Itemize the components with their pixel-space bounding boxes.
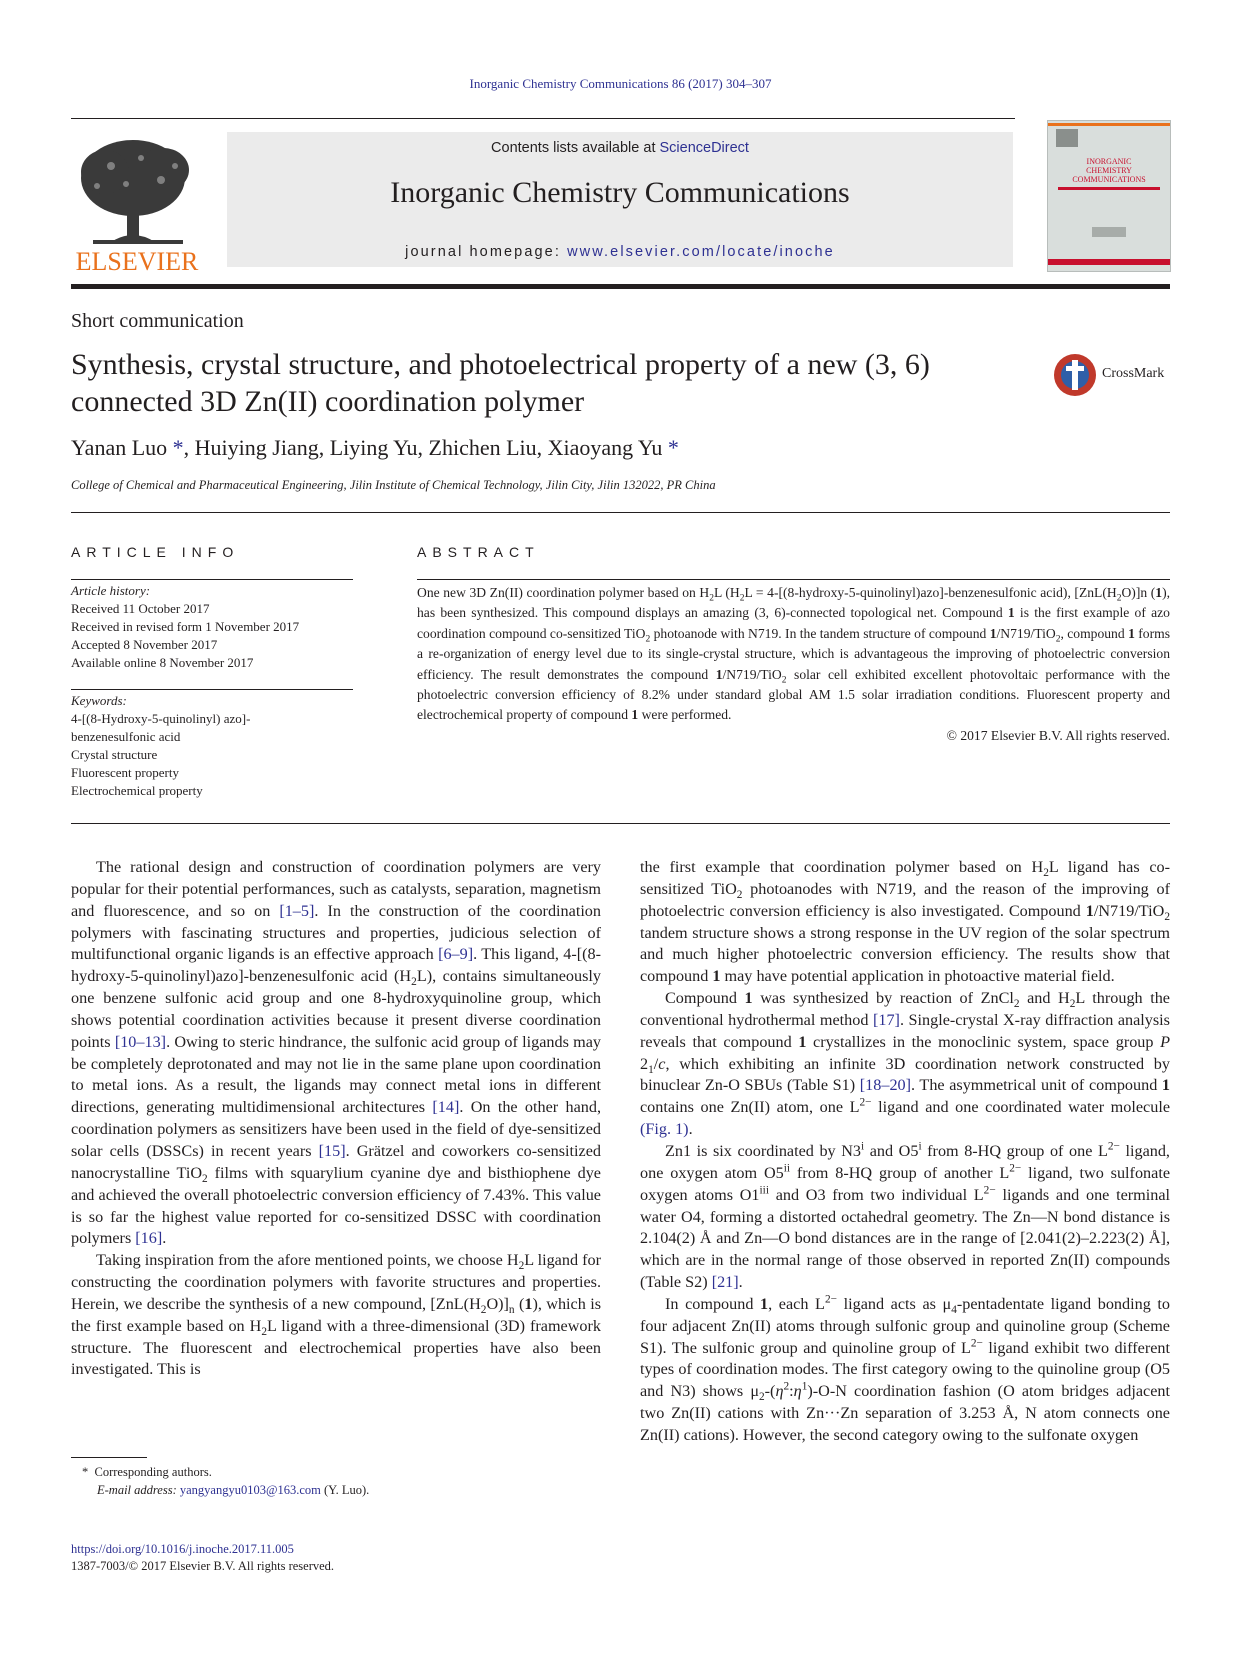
article-section-type: Short communication xyxy=(71,310,244,332)
author-name[interactable]: Liying Yu xyxy=(329,435,418,460)
abstract-heading: ABSTRACT xyxy=(417,544,540,560)
citation-link[interactable]: [10–13] xyxy=(114,1032,167,1051)
citation-link[interactable]: [1–5] xyxy=(279,901,315,920)
keywords-rule xyxy=(71,689,353,690)
citation-link[interactable]: [15] xyxy=(318,1141,346,1160)
author-name[interactable]: Xiaoyang Yu xyxy=(547,435,663,460)
journal-cover-thumbnail[interactable]: INORGANIC CHEMISTRY COMMUNICATIONS xyxy=(1047,120,1171,272)
abstract-rule xyxy=(417,579,1170,580)
journal-title: Inorganic Chemistry Communications xyxy=(390,176,850,209)
author-star-link[interactable]: * xyxy=(172,435,184,460)
doi-link[interactable]: https://doi.org/10.1016/j.inoche.2017.11.005 xyxy=(71,1542,294,1556)
svg-text:ELSEVIER: ELSEVIER xyxy=(75,247,199,274)
abstract-bottom-rule xyxy=(71,823,1170,824)
article-title: Synthesis, crystal structure, and photoelectrical property of a new (3, 6) connected 3D Zn(II) coordination polymer xyxy=(71,348,930,418)
citation-link[interactable]: [16] xyxy=(135,1229,163,1248)
issn-line: 1387-7003/© 2017 Elsevier B.V. All rights reserved. xyxy=(71,1559,335,1573)
elsevier-tree-icon xyxy=(71,136,203,274)
keywords-list: Keywords: 4-[(8-Hydroxy-5-quinolinyl) azo]- benzenesulfonic acid Crystal structure Fluorescent property Electrochemical property xyxy=(71,693,251,798)
email-link[interactable]: yangyangyu0103@163.com xyxy=(179,1483,321,1497)
figure-link[interactable]: (Fig. 1) xyxy=(640,1120,689,1139)
footnote-rule xyxy=(71,1457,147,1458)
citation-link[interactable]: [21] xyxy=(711,1273,739,1292)
contents-line: Contents lists available at ScienceDirect xyxy=(491,140,749,156)
citation-link[interactable]: [6–9] xyxy=(438,945,474,964)
doi-block xyxy=(71,1541,334,1575)
homepage-link[interactable]: www.elsevier.com/locate/inoche xyxy=(567,244,835,260)
crossmark-icon xyxy=(1052,352,1098,398)
author-affiliation: College of Chemical and Pharmaceutical Engineering, Jilin Institute of Chemical Technology, Jilin City, Jilin 132022, PR China xyxy=(71,478,716,492)
affiliation-rule xyxy=(71,512,1170,513)
body-paragraph: In compound 1, each $L^{2-}$ ligand acts as $\mu_4$-pentadentate ligand bonding to four adjacent Zn(II) atoms through sulfonic group and quinoline group (Scheme S1). The sulfonic group and quinoline group of $L^{2-}$ ligand exhibit two different types of coordination modes. The first category owing to the quinoline group (O5 and N3) shows $\mu_2-(\eta^2:\eta^1)-O-N$ coordination fashion (O atom bridges adjacent two Zn(II) cations with Zn···Zn separation of 3.253 Å, N atom connects one Zn(II) cations). However, the second category owing to the sulfonate oxygen xyxy=(640,1293,1170,1444)
author-name[interactable]: Huiying Jiang xyxy=(194,435,319,460)
journal-info-box xyxy=(227,132,1013,267)
author-name[interactable]: Zhichen Liu xyxy=(428,435,537,460)
article-info-heading: ARTICLE INFO xyxy=(71,544,240,560)
body-paragraph: Taking inspiration from the afore mentioned points, we choose $H_2L$ ligand for constructing the coordination polymers with favorite structures and properties. Herein, we describe the synthesis of a new compound, $[ZnL(H_2O)]_n$ (1), which is the first example based on $H_2L$ ligand with a three-dimensional (3D) framework structure. The fluorescent and electrochemical properties have also been investigated. This is xyxy=(71,1251,602,1379)
body-column-left xyxy=(71,857,601,1381)
citation-link[interactable]: [17] xyxy=(872,1010,900,1029)
journal-banner xyxy=(71,124,1170,274)
header-thick-rule xyxy=(71,284,1170,289)
author-list: Yanan Luo *, Huiying Jiang, Liying Yu, Zhichen Liu, Xiaoyang Yu * xyxy=(71,435,679,460)
body-paragraph: the first example that coordination polymer based on $H_2L$ ligand has co-sensitized TiO$_2$ photoanodes with N719, and the reason of the improving of photoelectric conversion efficiency is also investigated. Compound 1/N719/TiO$_2$ tandem structure shows a strong response in the UV region of the solar spectrum and much higher photoelectric conversion efficiency. The results show that compound 1 may have potential application in photoactive material field. xyxy=(640,858,1171,986)
header-top-rule xyxy=(71,118,1015,119)
citation-link[interactable]: [14] xyxy=(432,1098,460,1117)
corresponding-footnote: * Corresponding authors. E-mail address: yangyangyu0103@163.com (Y. Luo). xyxy=(82,1465,370,1497)
body-paragraph: Compound 1 was synthesized by reaction of ZnCl$_2$ and $H_2L$ through the conventional hydrothermal method [17]. Single-crystal X-ray diffraction analysis reveals that compound 1 crystallizes in the monoclinic system, space group P $2_1/c$, which exhibiting an infinite 3D coordination network constructed by binuclear Zn-O SBUs (Table S1) [18–20]. The asymmetrical unit of compound 1 contains one Zn(II) atom, one $L^{2-}$ ligand and one coordinated water molecule (Fig. 1). xyxy=(640,989,1171,1139)
journal-reference[interactable]: Inorganic Chemistry Communications 86 (2017) 304–307 xyxy=(469,76,772,91)
author-name[interactable]: Yanan Luo xyxy=(71,435,168,460)
abstract-text: One new 3D Zn(II) coordination polymer based on $H_2L$ ($H_2L$ = 4-[(8-hydroxy-5-quinolinyl)azo]-benzenesulfonic acid), $[ZnL(H_2O)]n$ (1), has been synthesized. This compound displays an amazing (3, 6)-connected topological net. Compound 1 is the first example of azo coordination compound co-sensitized TiO$_2$ photoanode with N719. In the tandem structure of compound 1/N719/TiO$_2$, compound 1 forms a re-organization of energy level due to its single-crystal structure, which is advantageous the improving of photoelectric conversion efficiency. The result demonstrates the compound 1/N719/TiO$_2$ solar cell exhibited excellent photovoltaic performance with the photoelectric conversion efficiency of 8.2% under standard global AM 1.5 solar irradiation conditions. Fluorescent property and electrochemical property of compound 1 were performed. © 2017 Elsevier B.V. All rights reserved. xyxy=(417,583,1170,746)
body-column-right xyxy=(640,857,1170,1447)
author-star-link[interactable]: * xyxy=(667,435,679,460)
citation-link[interactable]: [18–20] xyxy=(859,1076,912,1095)
abstract-copyright: © 2017 Elsevier B.V. All rights reserved. xyxy=(946,727,1170,743)
article-history: Article history: Received 11 October 2017 Received in revised form 1 November 2017 Accepted 8 November 2017 Available online 8 November 2017 xyxy=(71,583,300,670)
journal-homepage: journal homepage: www.elsevier.com/locate/inoche xyxy=(405,244,835,260)
body-paragraph: The rational design and construction of coordination polymers are very popular for their potential performances, such as catalysts, separation, magnetism and fluorescence, and so on [1–5]. In the construction of the coordination polymers with fascinating structures and properties, judicious selection of multifunctional organic ligands is an effective approach [6–9]. This ligand, 4-[(8-hydroxy-5-quinolinyl)azo]-benzenesulfonic acid $(H_2L)$, contains simultaneously one benzene sulfonic acid group and one 8-hydroxyquinoline group, which shows potential coordination activities because it present diverse coordination points [10–13]. Owing to steric hindrance, the sulfonic acid group of ligands may be completely deprotonated and may not lie in the same plane upon coordination to metal ions. As a result, the ligands may connect metal ions in different directions, generating multidimensional architectures [14]. On the other hand, coordination polymers as sensitizers have been used in the field of dye-sensitized solar cells (DSSCs) in recent years [15]. Grätzel and coworkers co-sensitized nanocrystalline TiO$_2$ films with squarylium cyanine dye and bisthiophene dye and achieved the overall photoelectric conversion efficiency of 7.43%. This value is so far the highest value reported for co-sensitized DSSC with coordination polymers [16]. xyxy=(71,858,602,1248)
article-info-rule xyxy=(71,579,353,580)
crossmark-badge[interactable]: CrossMark xyxy=(1052,352,1172,396)
body-paragraph: Zn1 is six coordinated by N3$^i$ and O5$^i$ from 8-HQ group of one $L^{2-}$ ligand, one oxygen atom O5$^{ii}$ from 8-HQ group of another $L^{2-}$ ligand, two sulfonate oxygen atoms O1$^{iii}$ and O3 from two individual $L^{2-}$ ligands and one terminal water O4, forming a distorted octahedral geometry. The Zn—N bond distance is 2.104(2) Å and Zn—O bond distances are in the range of [2.041(2)–2.223(2) Å], which are in the normal range of those observed in reported Zn(II) compounds (Table S2) [21]. xyxy=(640,1140,1171,1292)
elsevier-logo xyxy=(71,136,203,274)
sciencedirect-link[interactable]: ScienceDirect xyxy=(659,140,749,156)
